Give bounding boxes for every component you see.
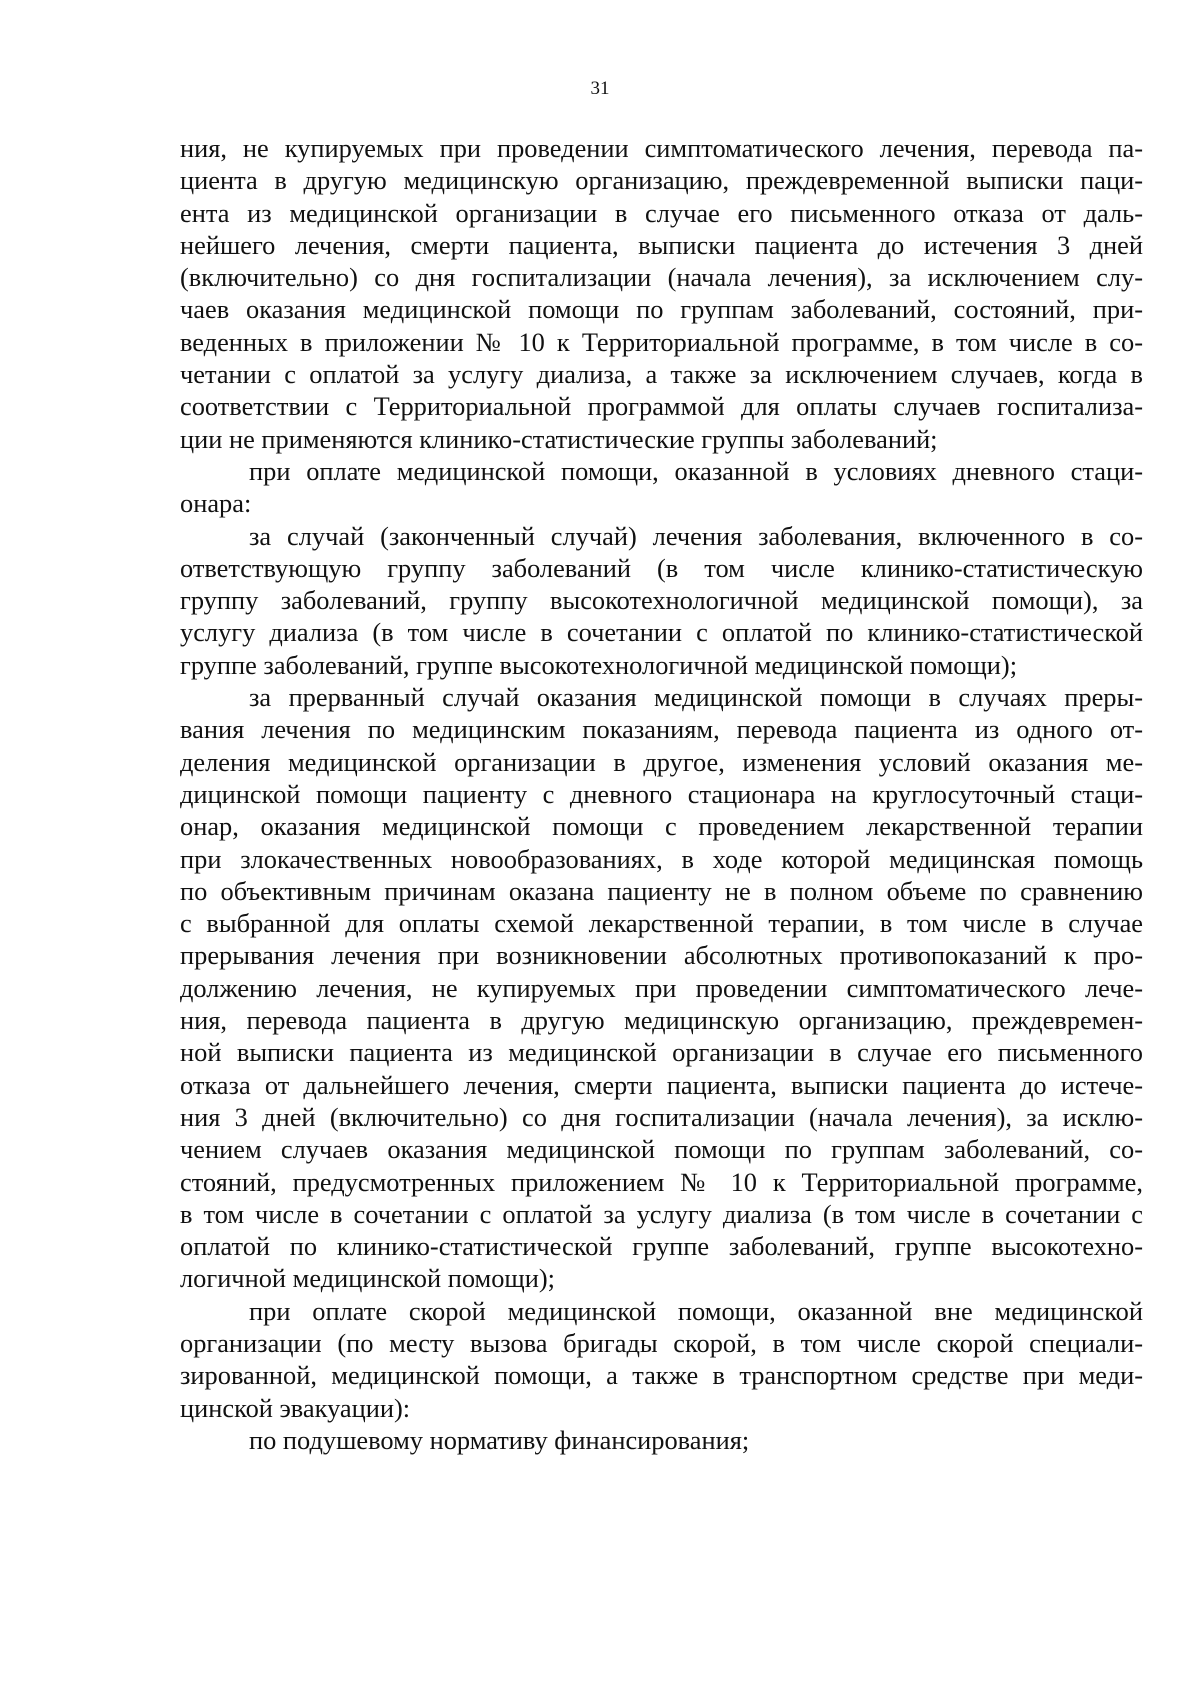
paragraph xyxy=(180,1424,1143,1456)
text-line: организации (по месту вызова бригады скорой, в том числе скорой специали- xyxy=(180,1327,1143,1358)
text-line: вания лечения по медицинским показаниям, перевода пациента из одного от- xyxy=(180,714,1143,745)
text-line: логичной медицинской помощи); xyxy=(180,1263,555,1294)
text-line: соответствии с Территориальной программой для оплаты случаев госпитализа- xyxy=(180,391,1143,422)
text-line: дицинской помощи пациенту с дневного стационара на круглосуточный стаци- xyxy=(180,778,1143,809)
text-line: по объективным причинам оказана пациенту не в полном объеме по сравнению xyxy=(180,875,1143,906)
text-line: в том числе в сочетании с оплатой за услугу диализа (в том числе в сочетании с xyxy=(180,1198,1143,1229)
text-line: при оплате скорой медицинской помощи, оказанной вне медицинской xyxy=(249,1295,1143,1326)
text-line: ответствующую группу заболеваний (в том числе клинико-статистическую xyxy=(180,552,1143,583)
paragraph xyxy=(180,1295,1143,1424)
text-line: чением случаев оказания медицинской помощи по группам заболеваний, со- xyxy=(180,1134,1143,1165)
text-line: должению лечения, не купируемых при проведении симптоматического лече- xyxy=(180,972,1143,1003)
text-line: чаев оказания медицинской помощи по группам заболеваний, состояний, при- xyxy=(180,294,1143,325)
text-line: по подушевому нормативу финансирования; xyxy=(249,1424,750,1455)
text-line: услугу диализа (в том числе в сочетании с оплатой по клинико-статистической xyxy=(180,617,1143,648)
text-line: группе заболеваний, группе высокотехнологичной медицинской помощи); xyxy=(180,649,1018,680)
text-line: стояний, предусмотренных приложением № 10 к Территориальной программе, xyxy=(180,1166,1143,1197)
text-line: ния, перевода пациента в другую медицинскую организацию, преждевремен- xyxy=(180,1005,1143,1036)
page-number: 31 xyxy=(590,78,610,99)
paragraph xyxy=(180,520,1143,681)
text-line: ния, не купируемых при проведении симптоматического лечения, перевода па- xyxy=(180,133,1143,163)
text-line: зированной, медицинской помощи, а также в транспортном средстве при меди- xyxy=(180,1360,1143,1391)
text-line: онар, оказания медицинской помощи с проведением лекарственной терапии xyxy=(180,811,1143,842)
text-line: цинской эвакуации): xyxy=(180,1392,411,1423)
text-line: при оплате медицинской помощи, оказанной в условиях дневного стаци- xyxy=(249,455,1143,486)
text-line: онара: xyxy=(180,488,252,519)
text-line: за прерванный случай оказания медицинской помощи в случаях преры- xyxy=(249,682,1143,713)
text-line: ента из медицинской организации в случае его письменного отказа от даль- xyxy=(180,197,1143,228)
text-line: веденных в приложении № 10 к Территориальной программе, в том числе в со- xyxy=(180,326,1143,357)
text-line: ной выписки пациента из медицинской организации в случае его письменного xyxy=(180,1037,1143,1068)
text-line: группу заболеваний, группу высокотехнологичной медицинской помощи), за xyxy=(180,585,1143,616)
text-line: прерывания лечения при возникновении абсолютных противопоказаний к про- xyxy=(180,940,1143,971)
text-line: ции не применяются клинико-статистические группы заболеваний; xyxy=(180,423,938,454)
text-line: циента в другую медицинскую организацию, преждевременной выписки паци- xyxy=(180,165,1143,196)
paragraph xyxy=(180,455,1143,520)
text-line: за случай (законченный случай) лечения заболевания, включенного в со- xyxy=(249,520,1143,551)
text-line: оплатой по клинико-статистической группе заболеваний, группе высокотехно- xyxy=(180,1231,1143,1262)
text-line: нейшего лечения, смерти пациента, выписки пациента до истечения 3 дней xyxy=(180,229,1143,260)
text-line: отказа от дальнейшего лечения, смерти пациента, выписки пациента до истече- xyxy=(180,1069,1143,1100)
text-line: (включительно) со дня госпитализации (начала лечения), за исключением слу- xyxy=(180,262,1143,293)
paragraph xyxy=(180,681,1143,1295)
text-line: ния 3 дней (включительно) со дня госпитализации (начала лечения), за исклю- xyxy=(180,1101,1143,1132)
text-line: деления медицинской организации в другое, изменения условий оказания ме- xyxy=(180,746,1143,777)
text-line: четании с оплатой за услугу диализа, а также за исключением случаев, когда в xyxy=(180,359,1143,390)
text-line: с выбранной для оплаты схемой лекарственной терапии, в том числе в случае xyxy=(180,908,1143,939)
paragraph xyxy=(180,132,1143,455)
text-line: при злокачественных новообразованиях, в ходе которой медицинская помощь xyxy=(180,843,1143,874)
document-body xyxy=(180,132,1143,1456)
